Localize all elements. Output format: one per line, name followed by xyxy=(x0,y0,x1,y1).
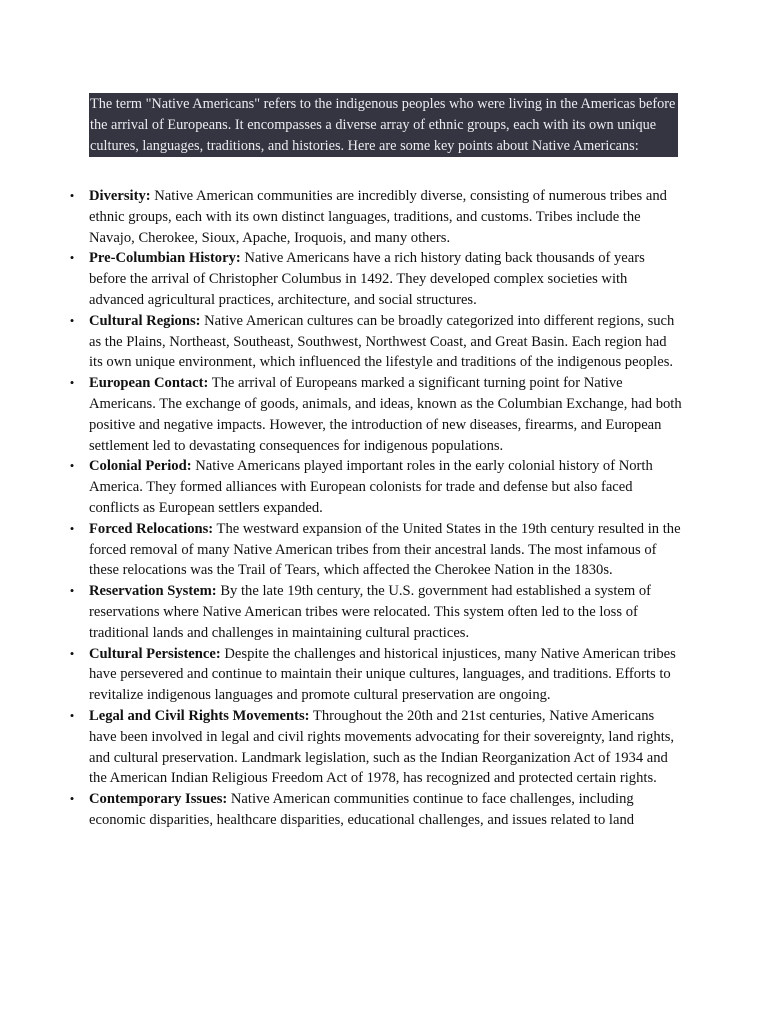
item-text: Native American cultures can be broadly categorized into different regions, such as the Plains, Northeast, Southeast, Southwest, Northwest Coast, and Great Basin. Each region had its own unique environment, which influenced the lifestyle and traditions of the indigenous peoples. xyxy=(89,312,675,371)
bullet-icon: • xyxy=(69,250,75,266)
item-text: Throughout the 20th and 21st centuries, Native Americans have been involved in legal and civil rights movements advocating for their sovereignty, land rights, and cultural preservation. Landmark legislation, such as the Indian Reorganization Act of 1934 and the American Indian Religious Freedom Act of 1978, has recognized and protected certain rights. xyxy=(89,707,675,787)
list-item xyxy=(69,311,683,373)
item-text: The westward expansion of the United States in the 19th century resulted in the forced removal of many Native American tribes from their ancestral lands. The most infamous of these relocations was the Trail of Tears, which affected the Cherokee Nation in the 1830s. xyxy=(89,520,681,579)
list-item xyxy=(69,248,683,310)
bullet-icon: • xyxy=(69,707,75,723)
bullet-icon: • xyxy=(69,458,75,474)
list-item xyxy=(69,644,683,706)
item-term: Pre-Columbian History: xyxy=(89,250,241,267)
bullet-icon: • xyxy=(69,520,75,536)
item-text: Despite the challenges and historical injustices, many Native American tribes have persevered and continue to maintain their unique cultures, languages, and traditions. Efforts to revitalize indigenous languages and promote cultural preservation are ongoing. xyxy=(89,645,676,704)
list-item xyxy=(69,519,683,581)
bullet-icon: • xyxy=(69,791,75,807)
list-item xyxy=(69,186,683,248)
item-term: Legal and Civil Rights Movements: xyxy=(89,707,310,724)
key-points-list xyxy=(69,186,683,831)
item-text: The arrival of Europeans marked a significant turning point for Native Americans. The exchange of goods, animals, and ideas, known as the Columbian Exchange, had both positive and negative impacts. However, the introduction of new diseases, firearms, and European settlement led to devastating consequences for indigenous populations. xyxy=(89,375,682,454)
item-text: By the late 19th century, the U.S. government had established a system of reservations where Native American tribes were relocated. This system often led to the loss of traditional lands and challenges in maintaining cultural practices. xyxy=(89,583,652,641)
item-term: Reservation System: xyxy=(89,583,217,600)
list-item xyxy=(69,581,683,643)
bullet-icon: • xyxy=(69,375,75,391)
item-text: Native Americans played important roles in the early colonial history of North America. They formed alliances with European colonists for trade and defense but also faced conflicts as European settlers expanded. xyxy=(89,458,653,516)
item-term: European Contact: xyxy=(89,375,209,392)
item-term: Contemporary Issues: xyxy=(89,791,228,808)
item-term: Forced Relocations: xyxy=(89,520,214,537)
bullet-icon: • xyxy=(69,645,75,661)
item-term: Cultural Persistence: xyxy=(89,645,221,662)
bullet-icon: • xyxy=(69,583,75,599)
list-item xyxy=(69,373,683,456)
list-item xyxy=(69,789,683,831)
item-term: Diversity: xyxy=(89,188,151,204)
item-text: Native American communities are incredibly diverse, consisting of numerous tribes and ethnic groups, each with its own distinct languages, traditions, and customs. Tribes include the Navajo, Cherokee, Sioux, Apache, Iroquois, and many others. xyxy=(89,188,667,246)
item-text: Native American communities continue to face challenges, including economic disparities, healthcare disparities, educational challenges, and issues related to land xyxy=(89,791,635,828)
list-item xyxy=(69,456,683,518)
list-item xyxy=(69,706,683,789)
item-term: Colonial Period: xyxy=(89,458,192,475)
bullet-icon: • xyxy=(69,312,75,328)
item-text: Native Americans have a rich history dating back thousands of years before the arrival of Christopher Columbus in 1492. They developed complex societies with advanced agricultural practices, architecture, and social structures. xyxy=(89,250,645,308)
item-term: Cultural Regions: xyxy=(89,312,201,329)
intro-paragraph: The term "Native Americans" refers to the indigenous peoples who were living in the Americas before the arrival of Europeans. It encompasses a diverse array of ethnic groups, each with its own unique cultures, languages, traditions, and histories. Here are some key points about Native Americans: xyxy=(89,93,678,157)
bullet-icon: • xyxy=(69,188,75,203)
